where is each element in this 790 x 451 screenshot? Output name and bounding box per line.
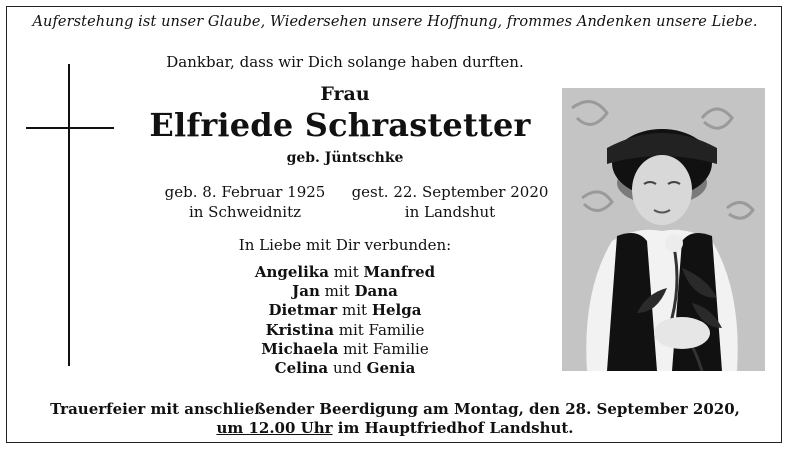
birth-info <box>140 182 350 222</box>
funeral-line: Trauerfeier mit anschließender Beerdigung am Montag, den 28. September 2020, <box>50 400 740 418</box>
connected-line: In Liebe mit Dir verbunden: <box>238 236 452 254</box>
motto: Auferstehung ist unser Glaube, Wiedersehen unsere Hoffnung, frommes Andenken unsere Liebe. <box>32 14 758 30</box>
mourner-row: Dietmar mit Helga <box>268 301 422 320</box>
funeral-place: im Hauptfriedhof Landshut. <box>337 419 574 437</box>
deceased-name: Elfriede Schrastetter <box>149 106 531 144</box>
maiden-name: geb. Jüntschke <box>286 150 404 166</box>
funeral-info <box>0 400 790 438</box>
death-info <box>350 182 550 222</box>
funeral-time-place <box>0 419 790 438</box>
mourner-row: Kristina mit Familie <box>265 320 425 339</box>
mourner-row: Angelika mit Manfred <box>254 263 436 281</box>
birth-date: geb. 8. Februar 1925 <box>164 183 326 201</box>
death-date: gest. 22. September 2020 <box>351 183 549 201</box>
mourner-row: Michaela mit Familie <box>261 339 429 358</box>
death-place: in Landshut <box>404 203 496 221</box>
mourners-list <box>140 263 550 378</box>
cross-vertical <box>68 64 70 366</box>
birth-place: in Schweidnitz <box>188 203 302 221</box>
funeral-time: um 12.00 Uhr <box>216 419 333 437</box>
gratitude-line: Dankbar, dass wir Dich solange haben durften. <box>166 53 524 71</box>
mourner-row: Jan mit Dana <box>292 282 398 301</box>
mourner-row: Celina und Genia <box>274 359 416 378</box>
salutation: Frau <box>320 83 370 105</box>
portrait-photo <box>562 88 765 371</box>
cross-horizontal <box>26 127 114 129</box>
